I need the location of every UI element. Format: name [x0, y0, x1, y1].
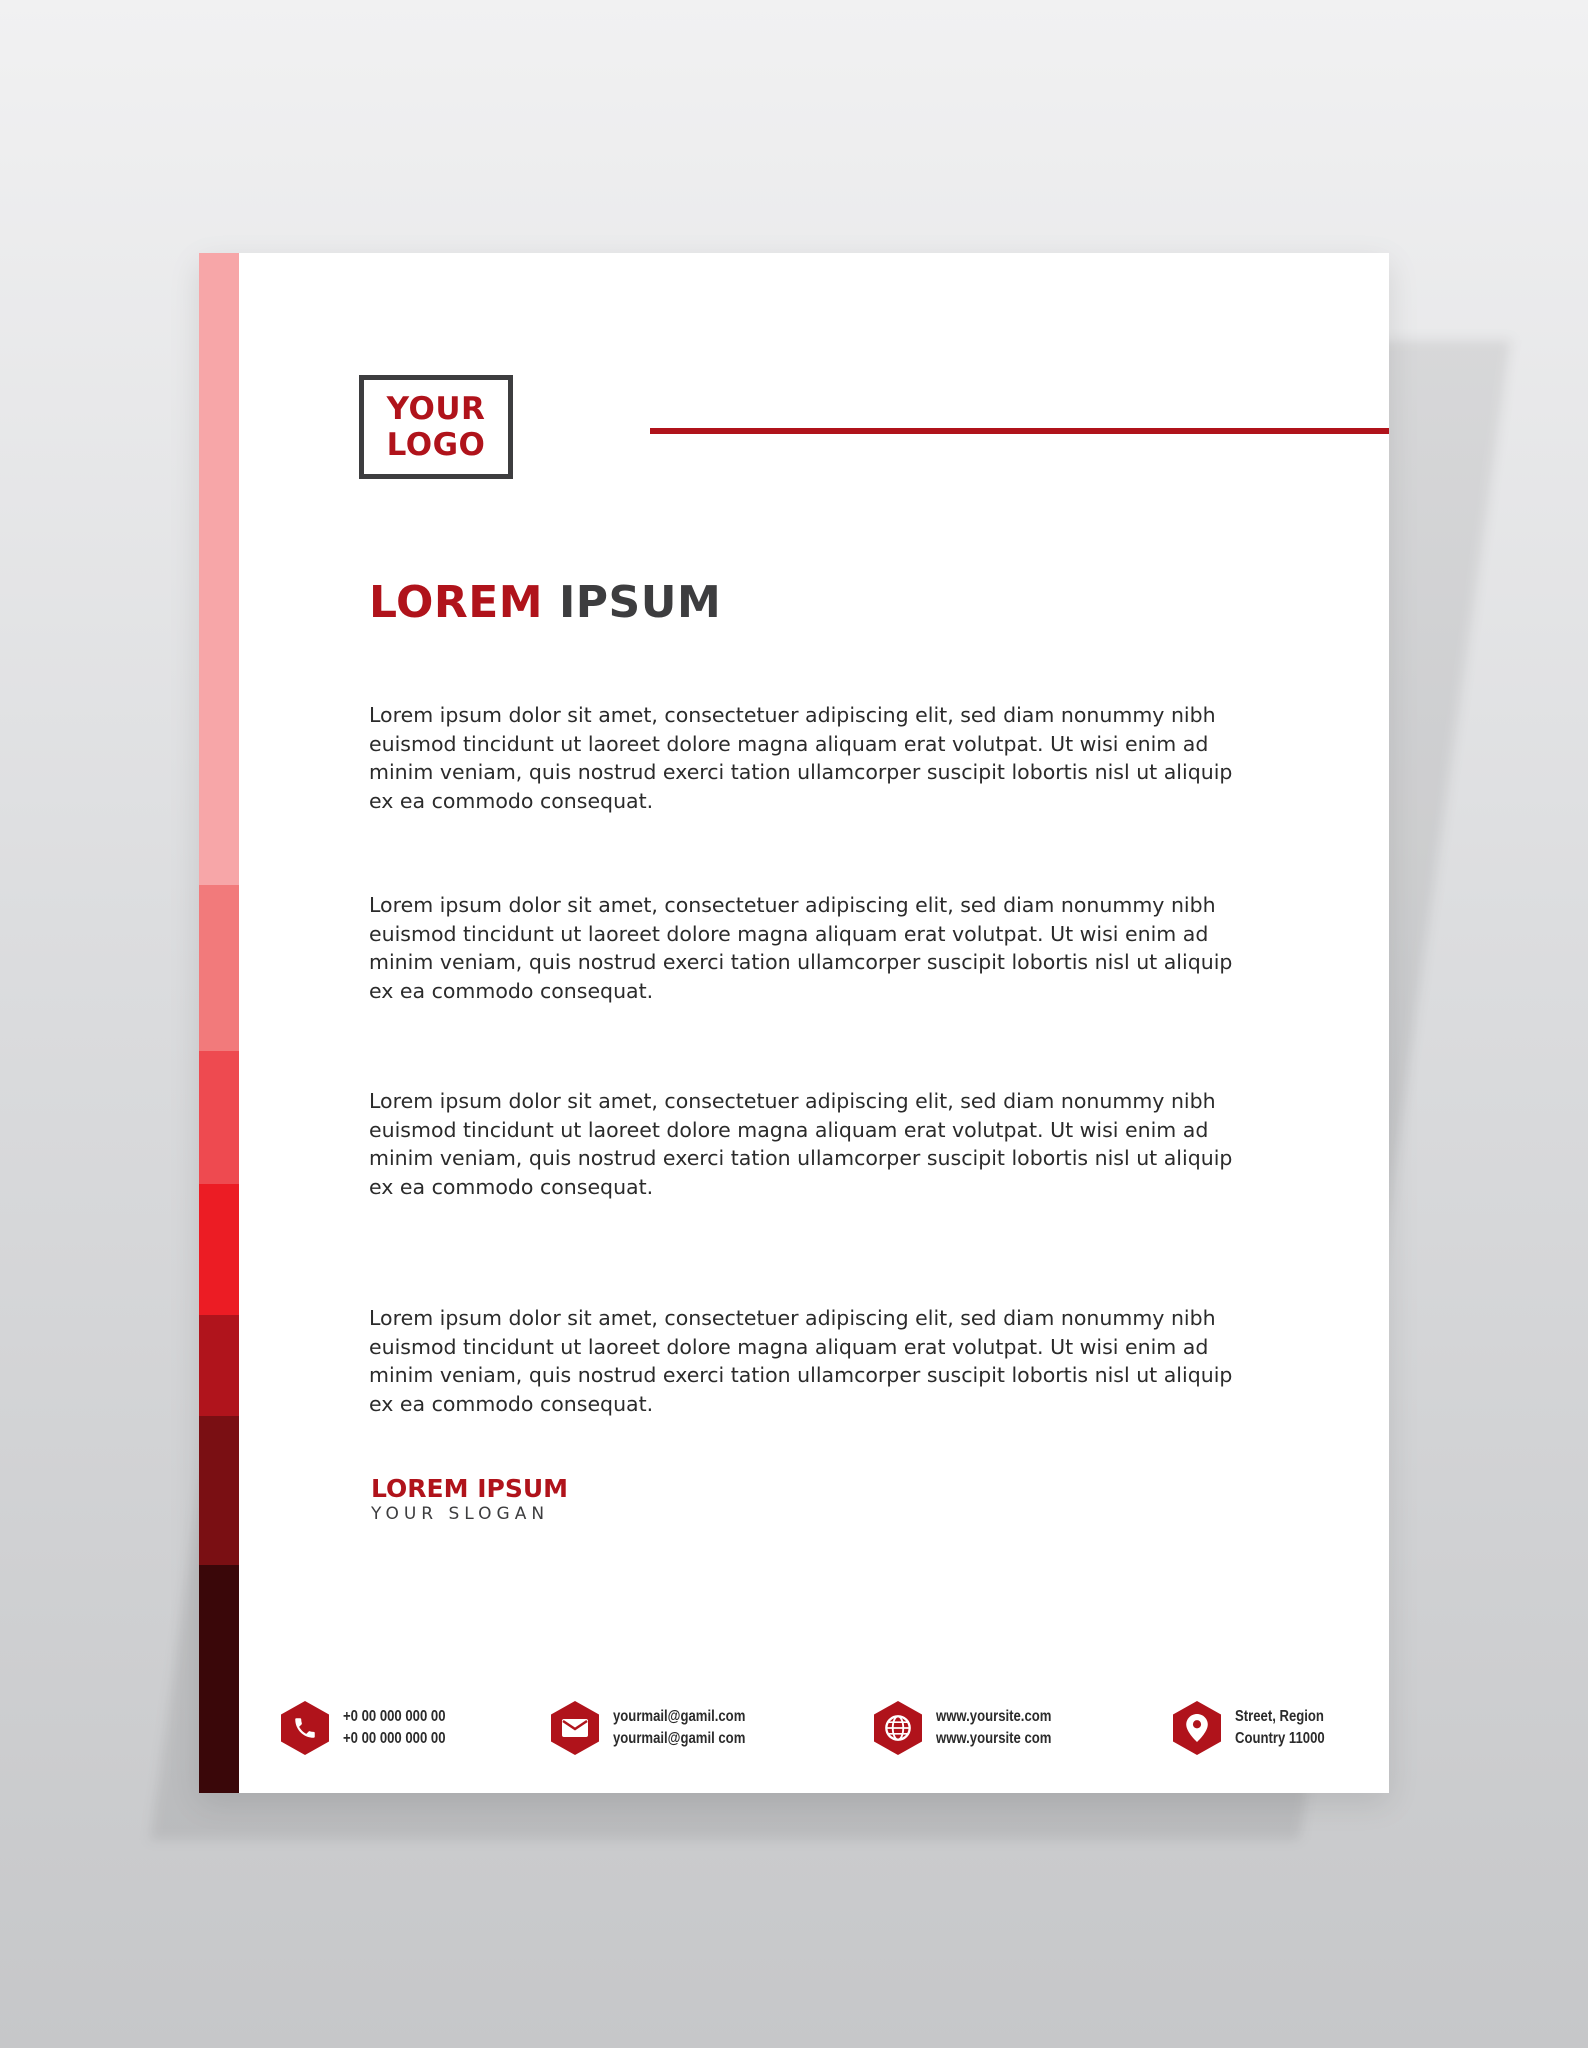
signature-block: [371, 1475, 568, 1525]
website-line-2: www.yoursite com: [936, 1730, 1052, 1747]
signature-slogan: YOUR SLOGAN: [371, 1504, 550, 1524]
body-paragraph-3: Lorem ipsum dolor sit amet, consectetuer adipiscing elit, sed diam nonummy nibh euismod tincidunt ut laoreet dolore magna aliquam erat volutpat. Ut wisi enim ad minim veniam, quis nostrud exerci tation ullamcorper suscipit lobortis nisl ut aliquip ex ea commodo consequat.: [369, 1089, 1233, 1199]
email-line-1: yourmail@gamil.com: [613, 1708, 746, 1725]
body-paragraph-4: Lorem ipsum dolor sit amet, consectetuer adipiscing elit, sed diam nonummy nibh euismod tincidunt ut laoreet dolore magna aliquam erat volutpat. Ut wisi enim ad minim veniam, quis nostrud exerci tation ullamcorper suscipit lobortis nisl ut aliquip ex ea commodo consequat.: [369, 1306, 1233, 1416]
location-pin-icon: [1173, 1701, 1221, 1755]
letterhead-page: [199, 253, 1389, 1793]
address-line-1: Street, Region: [1235, 1708, 1324, 1725]
contact-address: [1173, 1701, 1344, 1755]
stripe-segment-3: [199, 1051, 239, 1184]
email-line-2: yourmail@gamil com: [613, 1730, 746, 1747]
contact-website: [874, 1701, 1077, 1755]
color-stripe: [199, 253, 239, 1793]
envelope-icon: [551, 1701, 599, 1755]
header-rule: [650, 428, 1389, 434]
website-line-1: www.yoursite.com: [936, 1708, 1052, 1725]
logo-line-2: LOGO: [386, 427, 486, 463]
signature-brand: LOREM IPSUM: [371, 1474, 569, 1503]
phone-icon: [281, 1701, 329, 1755]
stripe-segment-5: [199, 1315, 239, 1416]
logo-line-1: YOUR: [386, 391, 486, 427]
page-title-word-1: LOREM: [369, 577, 544, 628]
body-paragraph-2: Lorem ipsum dolor sit amet, consectetuer adipiscing elit, sed diam nonummy nibh euismod tincidunt ut laoreet dolore magna aliquam erat volutpat. Ut wisi enim ad minim veniam, quis nostrud exerci tation ullamcorper suscipit lobortis nisl ut aliquip ex ea commodo consequat.: [369, 893, 1233, 1003]
phone-line-1: +0 00 000 000 00: [343, 1708, 446, 1725]
contact-email: [551, 1701, 774, 1755]
contact-phone: [281, 1701, 468, 1755]
stripe-segment-1: [199, 253, 239, 885]
page-title: [369, 577, 721, 628]
contact-footer: [199, 1701, 1389, 1761]
stripe-segment-2: [199, 885, 239, 1051]
stripe-segment-6: [199, 1416, 239, 1565]
phone-line-2: +0 00 000 000 00: [343, 1730, 446, 1747]
globe-icon: [874, 1701, 922, 1755]
page-title-word-2: IPSUM: [558, 577, 722, 628]
logo: [359, 375, 513, 479]
stripe-segment-4: [199, 1184, 239, 1315]
body-paragraph-1: Lorem ipsum dolor sit amet, consectetuer adipiscing elit, sed diam nonummy nibh euismod tincidunt ut laoreet dolore magna aliquam erat volutpat. Ut wisi enim ad minim veniam, quis nostrud exerci tation ullamcorper suscipit lobortis nisl ut aliquip ex ea commodo consequat.: [369, 703, 1233, 813]
address-line-2: Country 11000: [1235, 1730, 1325, 1747]
